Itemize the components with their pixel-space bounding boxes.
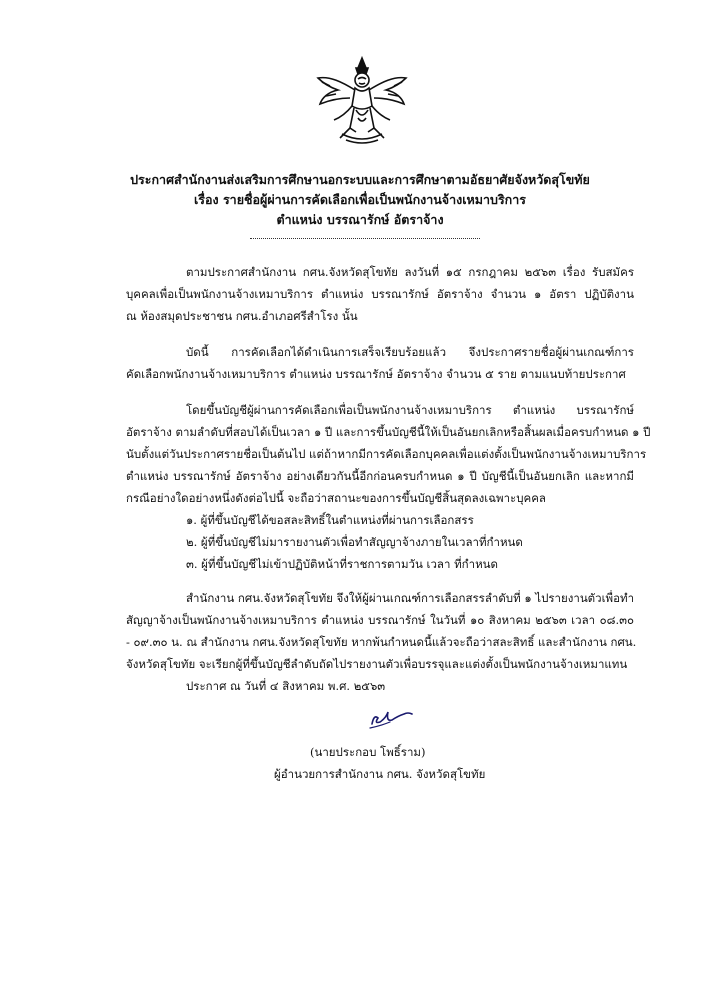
announcement-date: ประกาศ ณ วันที่ ๔ สิงหาคม พ.ศ. ๒๕๖๓ — [186, 679, 386, 693]
paragraph-line: จังหวัดสุโขทัย จะเรียกผู้ที่ขึ้นบัญชีลำดับถัดไปรายงานตัวเพื่อบรรจุและแต่งตั้งเป็นพนักงานจ้างเหมาแทน — [126, 657, 628, 671]
garuda-emblem-icon — [312, 52, 412, 152]
paragraph-line: คัดเลือกพนักงานจ้างเหมาบริการ ตำแหน่ง บรรณารักษ์ อัตราจ้าง จำนวน ๕ ราย ตามแนบท้ายประกาศ — [126, 367, 626, 381]
subject-line: เรื่อง รายชื่อผู้ผ่านการคัดเลือกเพื่อเป็นพนักงานจ้างเหมาบริการ — [194, 192, 526, 207]
signatory-position: ผู้อำนวยการสำนักงาน กศน. จังหวัดสุโขทัย — [274, 767, 486, 781]
paragraph-line: ตำแหน่ง บรรณารักษ์ อัตราจ้าง อย่างเดียวกันนี้อีกก่อนครบกำหนด ๑ ปี บัญชีนี้เป็นอันยกเลิก และหากมี — [126, 469, 634, 483]
signatory-name: (นายประกอบ โพธิ์ราม) — [310, 745, 426, 759]
paragraph-line: อัตราจ้าง ตามลำดับที่สอบได้เป็นเวลา ๑ ปี และการขึ้นบัญชีนี้ให้เป็นอันยกเลิกหรือสิ้นผลเมื่อครบกำหนด ๑ ปี — [126, 425, 651, 439]
paragraph-line: - ๐๙.๓๐ น. ณ สำนักงาน กศน.จังหวัดสุโขทัย หากพ้นกำหนดนี้แล้วจะถือว่าสละสิทธิ์ และสำนักงาน กศน. — [126, 635, 637, 649]
separator-dots — [250, 238, 480, 239]
list-item: ๓. ผู้ที่ขึ้นบัญชีไม่เข้าปฏิบัติหน้าที่ราชการตามวัน เวลา ที่กำหนด — [186, 557, 498, 571]
paragraph-line: นับตั้งแต่วันประกาศรายชื่อเป็นต้นไป แต่ถ้าหากมีการคัดเลือกบุคคลเพื่อแต่งตั้งเป็นพนักงานจ้างเหมาบริการ — [126, 447, 647, 461]
list-item: ๒. ผู้ที่ขึ้นบัญชีไม่มารายงานตัวเพื่อทำสัญญาจ้างภายในเวลาที่กำหนด — [186, 535, 523, 549]
paragraph-line: ณ ห้องสมุดประชาชน กศน.อำเภอศรีสำโรง นั้น — [126, 309, 358, 323]
paragraph-line: ตามประกาศสำนักงาน กศน.จังหวัดสุโขทัย ลงวันที่ ๑๕ กรกฎาคม ๒๕๖๓ เรื่อง รับสมัคร — [186, 265, 634, 279]
list-item: ๑. ผู้ที่ขึ้นบัญชีได้ขอสละสิทธิ์ในตำแหน่งที่ผ่านการเลือกสรร — [186, 513, 474, 527]
paragraph-line: กรณีอย่างใดอย่างหนึ่งดังต่อไปนี้ จะถือว่าสถานะของการขึ้นบัญชีสิ้นสุดลงเฉพาะบุคคล — [126, 491, 546, 505]
paragraph-line: โดยขึ้นบัญชีผู้ผ่านการคัดเลือกเพื่อเป็นพนักงานจ้างเหมาบริการ ตำแหน่ง บรรณารักษ์ — [186, 403, 634, 417]
signature-icon — [368, 706, 414, 732]
position-line: ตำแหน่ง บรรณารักษ์ อัตราจ้าง — [276, 212, 444, 227]
paragraph-line: บุคคลเพื่อเป็นพนักงานจ้างเหมาบริการ ตำแหน่ง บรรณารักษ์ อัตราจ้าง จำนวน ๑ อัตรา ปฏิบัติงาน — [126, 287, 634, 301]
paragraph-line: สำนักงาน กศน.จังหวัดสุโขทัย จึงให้ผู้ผ่านเกณฑ์การเลือกสรรลำดับที่ ๑ ไปรายงานตัวเพื่อทำ — [186, 591, 635, 605]
paragraph-line: บัดนี้ การคัดเลือกได้ดำเนินการเสร็จเรียบร้อยแล้ว จึงประกาศรายชื่อผู้ผ่านเกณฑ์การ — [186, 345, 634, 359]
announcement-title: ประกาศสำนักงานส่งเสริมการศึกษานอกระบบและการศึกษาตามอัธยาศัยจังหวัดสุโขทัย — [130, 172, 590, 187]
paragraph-line: สัญญาจ้างเป็นพนักงานจ้างเหมาบริการ ตำแหน่ง บรรณารักษ์ ในวันที่ ๑๐ สิงหาคม ๒๕๖๓ เวลา ๐๘.๓๐ — [126, 613, 634, 627]
